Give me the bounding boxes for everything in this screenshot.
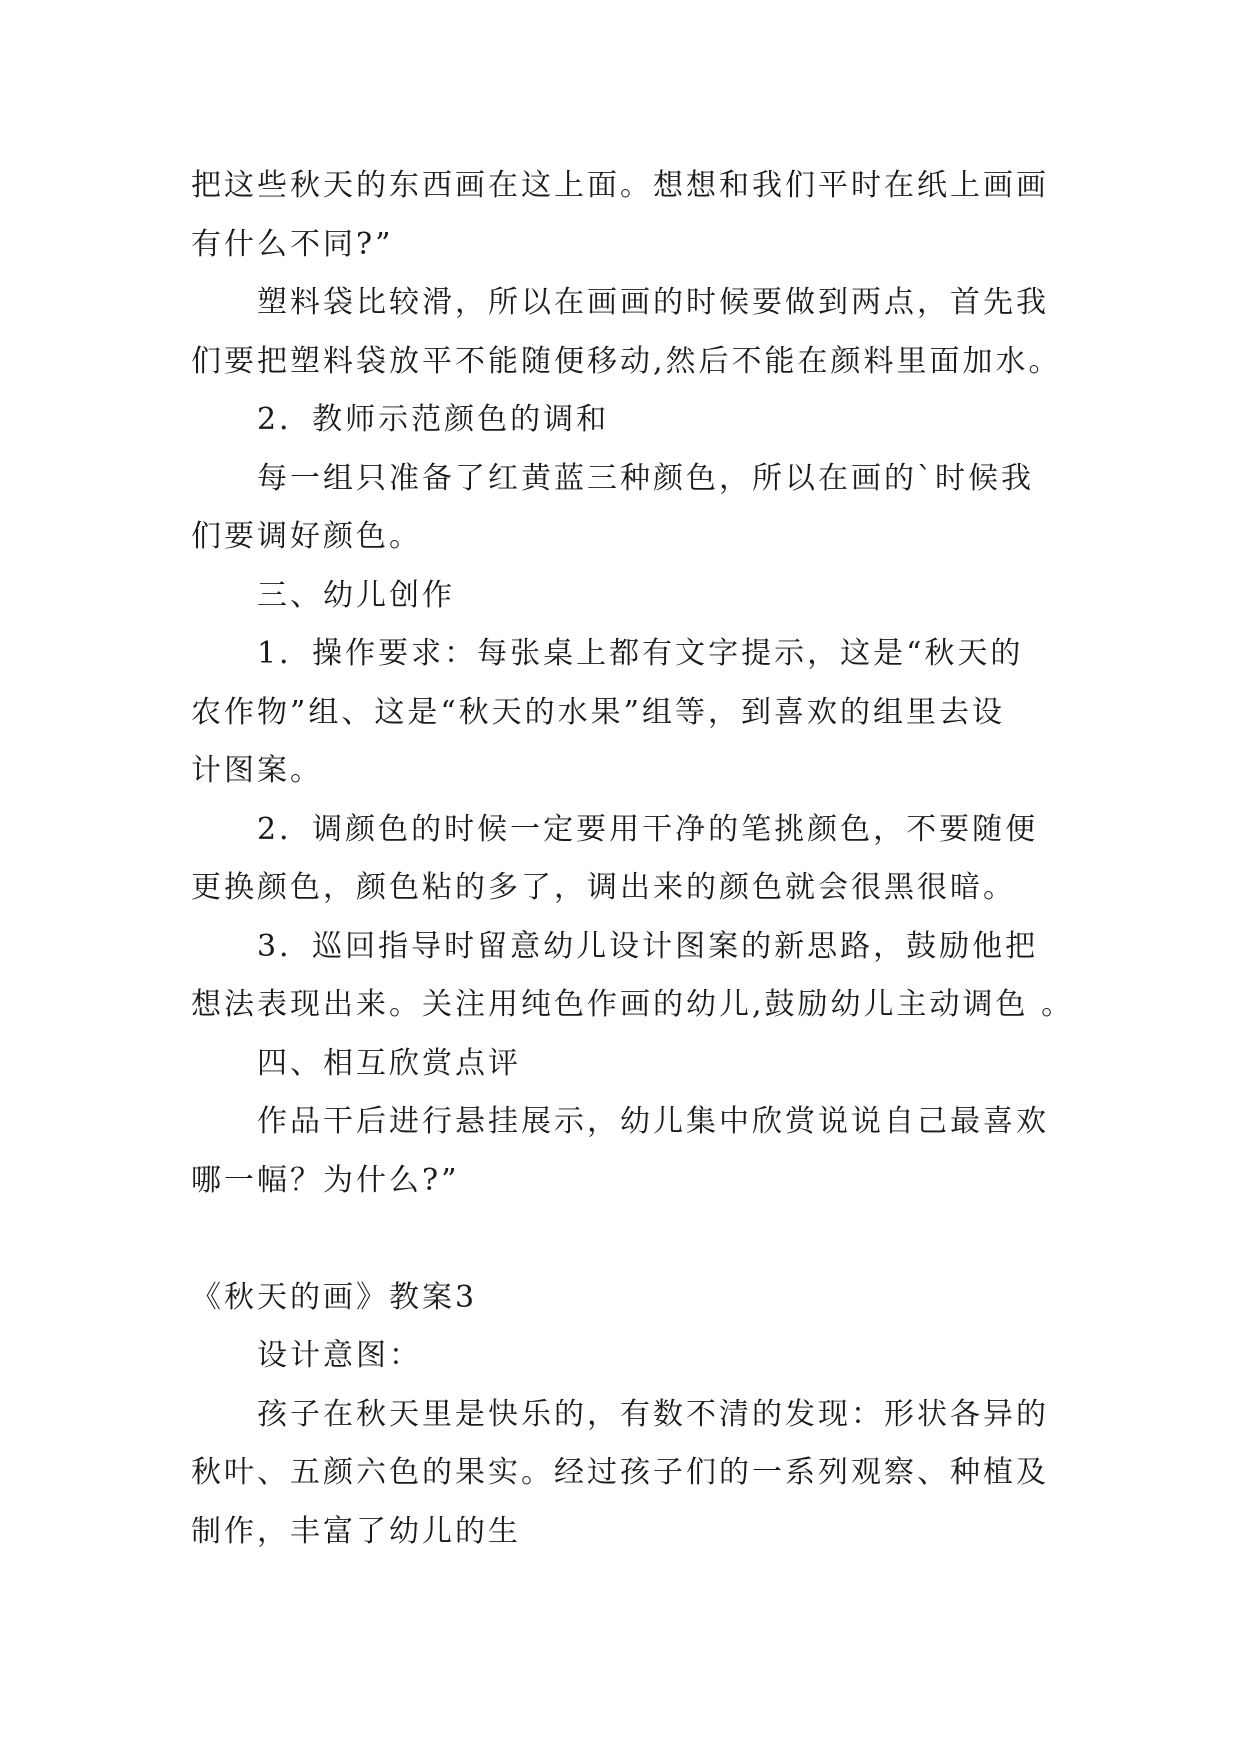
paragraph-line: 3．巡回指导时留意幼儿设计图案的新思路，鼓励他把 xyxy=(257,928,1039,964)
paragraph-line: 1．操作要求：每张桌上都有文字提示，这是“秋天的 xyxy=(257,636,1024,671)
section-spacer xyxy=(191,1210,1071,1269)
section-title: 《秋天的画》教案3 xyxy=(191,1279,478,1315)
paragraph-line: 有什么不同?” xyxy=(191,226,394,262)
paragraph-line: 孩子在秋天里是快乐的，有数不清的发现：形状各异的 xyxy=(257,1396,1049,1432)
paragraph-line: 哪一幅？为什么?” xyxy=(191,1162,460,1198)
paragraph-line: 们要调好颜色。 xyxy=(191,519,422,554)
paragraph-line: 秋叶、五颜六色的果实。经过孩子们的一系列观察、种植及 xyxy=(191,1455,1049,1490)
paragraph-line: 制作，丰富了幼儿的生 xyxy=(191,1513,521,1549)
paragraph-line: 想法表现出来。关注用纯色作画的幼儿,鼓励幼儿主动调色 。 xyxy=(191,987,1075,1022)
paragraph-line: 作品干后进行悬挂展示，幼儿集中欣赏说说自己最喜欢 xyxy=(257,1104,1049,1139)
paragraph-line: 2．调颜色的时候一定要用干净的笔挑颜色，不要随便 xyxy=(257,811,1039,847)
paragraph-line: 农作物”组、这是“秋天的水果”组等，到喜欢的组里去设 xyxy=(191,694,1006,730)
paragraph-line: 们要把塑料袋放平不能随便移动,然后不能在颜料里面加水。 xyxy=(191,343,1062,379)
subsection-heading: 设计意图： xyxy=(257,1338,422,1373)
paragraph-line: 每一组只准备了红黄蓝三种颜色，所以在画的`时候我 xyxy=(257,460,1034,496)
paragraph-line: 把这些秋天的东西画在这上面。想想和我们平时在纸上画画 xyxy=(191,168,1049,203)
paragraph-line: 塑料袋比较滑，所以在画画的时候要做到两点，首先我 xyxy=(257,285,1049,320)
section-heading: 四、相互欣赏点评 xyxy=(257,1045,521,1081)
section-heading: 三、幼儿创作 xyxy=(257,577,455,613)
paragraph-line: 计图案。 xyxy=(191,753,323,788)
paragraph-line: 更换颜色，颜色粘的多了，调出来的颜色就会很黑很暗。 xyxy=(191,870,1016,905)
step-heading: 2．教师示范颜色的调和 xyxy=(257,402,610,437)
document-body xyxy=(191,157,1075,1561)
